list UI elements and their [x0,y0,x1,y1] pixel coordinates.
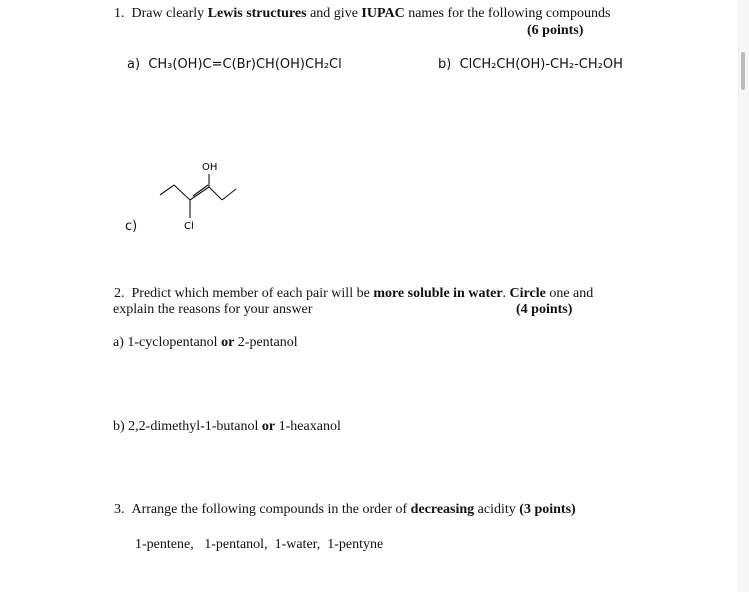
q1c-cl-label: Cl [184,221,194,232]
q1-number: 1. [114,6,125,21]
q2b-text: b) 2,2-dimethyl-1-butanol [113,419,262,434]
q1-points [527,23,583,39]
q1-bold-iupac: IUPAC [361,6,405,21]
q2-line2: explain the reasons for your answer [113,302,313,317]
q2-heading [114,286,593,302]
q2-bold-circle: Circle [509,286,546,301]
q1c-oh-label: OH [202,162,218,173]
q3-bold-points: (3 points) [519,502,576,517]
q3-number: 3. [114,502,125,517]
q1b [438,57,623,72]
q3-heading [114,502,576,518]
bond-1 [160,185,174,195]
q1c-label: c) [125,219,138,234]
q1-text-post: names for the following compounds [404,6,611,21]
q1c-structure [150,150,260,240]
q3-text-pre: Arrange the following compounds in the order of [131,502,411,517]
q2b-or: or [261,419,276,434]
q2-points [516,302,572,318]
q2-text-post: one and [545,286,594,301]
q1b-formula: ClCH₂CH(OH)-CH₂-CH₂OH [459,57,623,72]
q1c-bonds [160,174,236,218]
q3-compounds: 1-pentene, 1-pentanol, 1-water, 1-pentyne [135,537,384,552]
q1a-formula: CH₃(OH)C=C(Br)CH(OH)CH₂Cl [148,57,342,72]
q2a-or: or [221,335,235,350]
bond-4 [222,189,236,200]
bond-2 [174,185,190,200]
bond-3 [209,187,222,200]
q1a [127,57,342,72]
q2-text-pre: Predict which member of each pair will be [131,286,374,301]
q3-bold-decreasing: decreasing [410,502,475,517]
q2a-post: 2-pentanol [234,335,298,350]
q1-text-pre: Draw clearly [131,6,208,21]
q1a-label: a) [127,57,141,72]
q2b-post: 1-heaxanol [275,419,341,434]
q1-text-mid: and give [306,6,362,21]
q3-text-mid: acidity [474,502,520,517]
q2a [113,335,298,351]
q2-points-text: (4 points) [516,302,573,317]
q1-heading [114,6,610,22]
q1-bold-lewis: Lewis structures [207,6,307,21]
q1-points-text: (6 points) [527,23,584,38]
bond-double-b [193,185,208,196]
q2-bold-soluble: more soluble in water [373,286,503,301]
q2-text-mid: . [502,286,510,301]
q2a-text: a) 1-cyclopentanol [113,335,222,350]
scrollbar-thumb[interactable] [741,52,745,90]
q1b-label: b) [438,57,452,72]
q2b [113,419,341,435]
q2-number: 2. [114,286,125,301]
bond-double-a [190,187,209,200]
